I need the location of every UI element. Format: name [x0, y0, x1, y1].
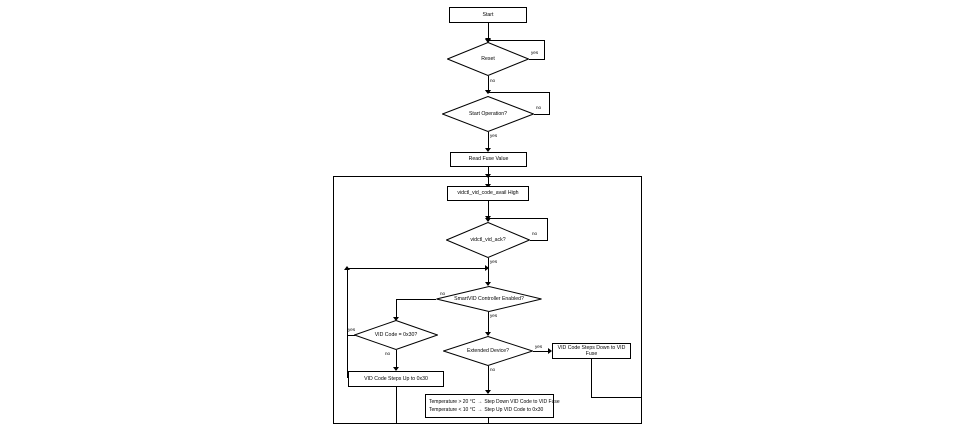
edge-smartvid-no-h [396, 299, 436, 300]
edge-ack-no-h2 [488, 218, 547, 219]
arrow-right-icon: → [477, 406, 483, 413]
node-vidctl-vid-ack [446, 222, 530, 258]
edge-ack-no-v [547, 218, 548, 240]
edge-extended-to-temp [488, 366, 489, 393]
edge-stepsdown-to-outer-h [591, 397, 641, 398]
edge-label-vidcode-yes: yes [348, 327, 356, 332]
edge-label-reset-yes: yes [531, 50, 539, 55]
edge-vidcode-yes-h [347, 335, 355, 336]
arrowhead-startop-no [485, 90, 491, 94]
edge-label-extended-yes: yes [535, 344, 543, 349]
edge-left-feedback-v [347, 268, 348, 378]
node-steps-up-0x30-label: VID Code Steps Up to 0x30 [364, 375, 428, 382]
edge-stepsup-to-bottom [396, 387, 397, 423]
node-start-operation-label: Start Operation? [468, 110, 508, 117]
arrowhead-outer-loop [485, 174, 491, 178]
node-reset [447, 42, 529, 76]
temperature-condition: Temperature > 20 °C [429, 399, 476, 405]
edge-label-smartvid-no: no [440, 291, 446, 296]
edge-label-startop-no: no [536, 105, 542, 110]
node-start-operation [442, 96, 534, 132]
node-extended-device [443, 336, 533, 366]
edge-temp-to-bottom [488, 418, 489, 423]
temperature-row [429, 398, 560, 405]
arrowhead-vidcode-yes [344, 266, 350, 270]
edge-left-feedback-h [347, 268, 488, 269]
edge-label-extended-no: no [490, 367, 496, 372]
edge-smartvid-no-v [396, 299, 397, 319]
node-start [449, 7, 527, 23]
node-vid-code-0x30 [354, 320, 438, 350]
node-vid-code-0x30-label: VID Code = 0x30? [374, 331, 418, 338]
node-start-label: Start [482, 11, 494, 18]
node-reset-label: Reset [481, 55, 495, 62]
node-read-fuse-value-label: Read Fuse Value [468, 156, 509, 163]
node-vidctl-avail-high-label: vidctl_vid_code_avail High [457, 190, 519, 197]
edge-ack-to-smartvid [488, 258, 489, 285]
node-smartvid-enabled-label: SmartVID Controller Enabled? [454, 295, 524, 302]
edge-stepsdown-to-outer [591, 359, 592, 397]
node-steps-up-0x30 [348, 371, 444, 387]
arrowhead-reset-yes [485, 38, 491, 42]
edge-ack-no-h1 [530, 240, 548, 241]
node-vidctl-avail-high [447, 186, 529, 201]
temperature-action: Step Up VID Code to 0x30 [484, 407, 544, 413]
edge-reset-yes-h1 [529, 59, 545, 60]
node-temperature-rules [425, 394, 560, 418]
edge-label-reset-no: no [490, 78, 496, 83]
node-smartvid-enabled [436, 286, 542, 312]
edge-label-smartvid-yes: yes [490, 313, 498, 318]
edge-label-startop-yes: yes [490, 133, 498, 138]
edge-startop-no-h2 [488, 92, 549, 93]
temperature-condition: Temperature < 10 °C [429, 407, 476, 413]
arrowhead-left-feedback [485, 265, 489, 271]
edge-startop-no-v [549, 92, 550, 114]
edge-label-vidcode-no: no [385, 351, 391, 356]
edge-reset-yes-h2 [488, 40, 544, 41]
edge-label-ack-yes: yes [490, 259, 498, 264]
edge-label-ack-no: no [532, 231, 538, 236]
edge-reset-yes-v [544, 40, 545, 59]
arrow-right-icon: → [477, 398, 483, 405]
node-steps-down-vid-fuse [552, 343, 631, 359]
outer-loop-left [333, 176, 334, 424]
node-read-fuse-value [450, 152, 527, 167]
temperature-action: Step Down VID Code to VID Fuse [484, 399, 560, 405]
arrowhead-ack-no [485, 216, 491, 220]
edge-startop-no-h1 [534, 114, 550, 115]
outer-loop-bottom [333, 423, 493, 424]
node-vidctl-vid-ack-label: vidctl_vid_ack? [470, 236, 506, 243]
node-extended-device-label: Extended Device? [466, 347, 510, 354]
outer-loop-bottom-right [493, 423, 641, 424]
outer-loop-right [641, 176, 642, 424]
temperature-row [429, 407, 550, 413]
node-steps-down-vid-fuse-label: VID Code Steps Down to VID Fuse [557, 344, 626, 357]
